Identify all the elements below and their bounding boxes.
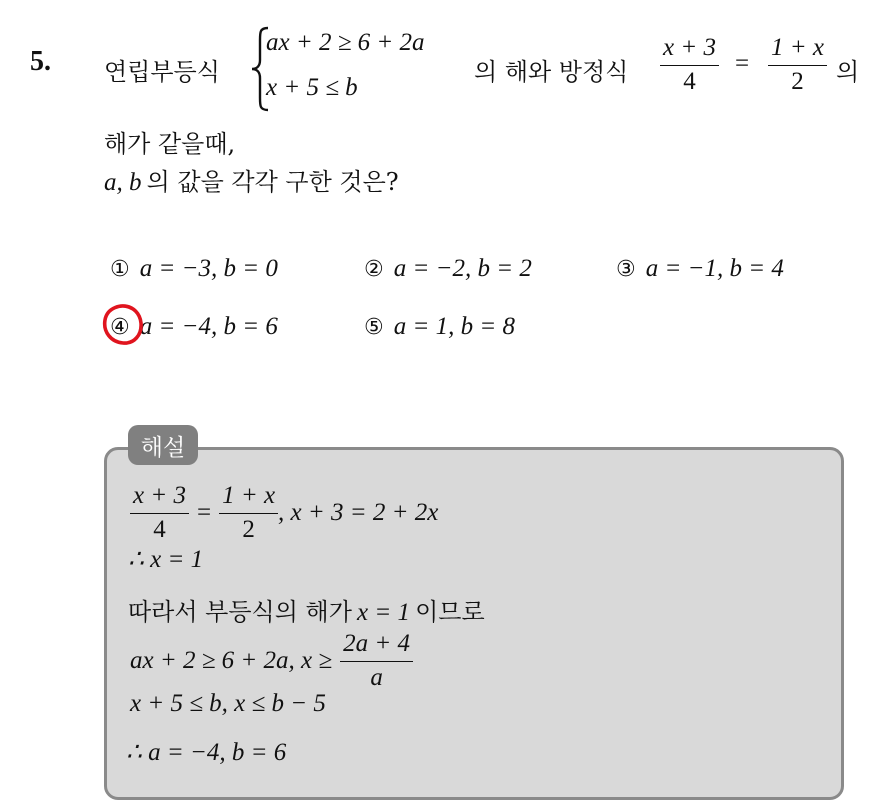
problem-number: 5.	[30, 46, 51, 77]
problem-tail: 의	[836, 58, 860, 86]
problem-intro: 연립부등식	[104, 58, 220, 86]
solution-line-2: ∴ x = 1	[128, 546, 204, 573]
choice-3[interactable]: ③ a = −1, b = 4	[616, 255, 784, 282]
equation-equals: =	[735, 50, 750, 77]
choice-5[interactable]: ⑤ a = 1, b = 8	[364, 313, 515, 340]
equation-right-fraction: $\frac{1 + x}{2}$	[768, 34, 827, 96]
solution-line-1: $\frac{x + 3}{4}$ = $\frac{1 + x}{2}$ , x + 3 = 2 + 2x	[130, 482, 438, 544]
choice-1[interactable]: ① a = −3, b = 0	[110, 255, 278, 282]
choice-2[interactable]: ② a = −2, b = 2	[364, 255, 532, 282]
solution-tab: 해설	[128, 425, 198, 465]
solution-line-5: x + 5 ≤ b, x ≤ b − 5	[130, 690, 326, 717]
answer-mark-circle-icon	[101, 302, 145, 346]
solution-line-3: 따라서 부등식의 해가 x = 1 이므로	[128, 598, 485, 626]
problem-line-2: 해가 같을때,	[104, 130, 236, 158]
problem-line-3: a, b 의 값을 각각 구한 것은?	[104, 168, 399, 196]
solution-line-6: ∴ a = −4, b = 6	[126, 739, 287, 766]
problem-mid-text: 의 해와 방정식	[474, 58, 629, 86]
equation-left-fraction: $\frac{x + 3}{4}$	[660, 34, 719, 96]
inequality-1: ax + 2 ≥ 6 + 2a	[266, 29, 425, 56]
inequality-2: x + 5 ≤ b	[266, 74, 358, 101]
choice-4[interactable]: ④ a = −4, b = 6	[110, 313, 278, 340]
solution-line-4: ax + 2 ≥ 6 + 2a, x ≥ $\frac{2a + 4}{a}$	[130, 630, 413, 692]
